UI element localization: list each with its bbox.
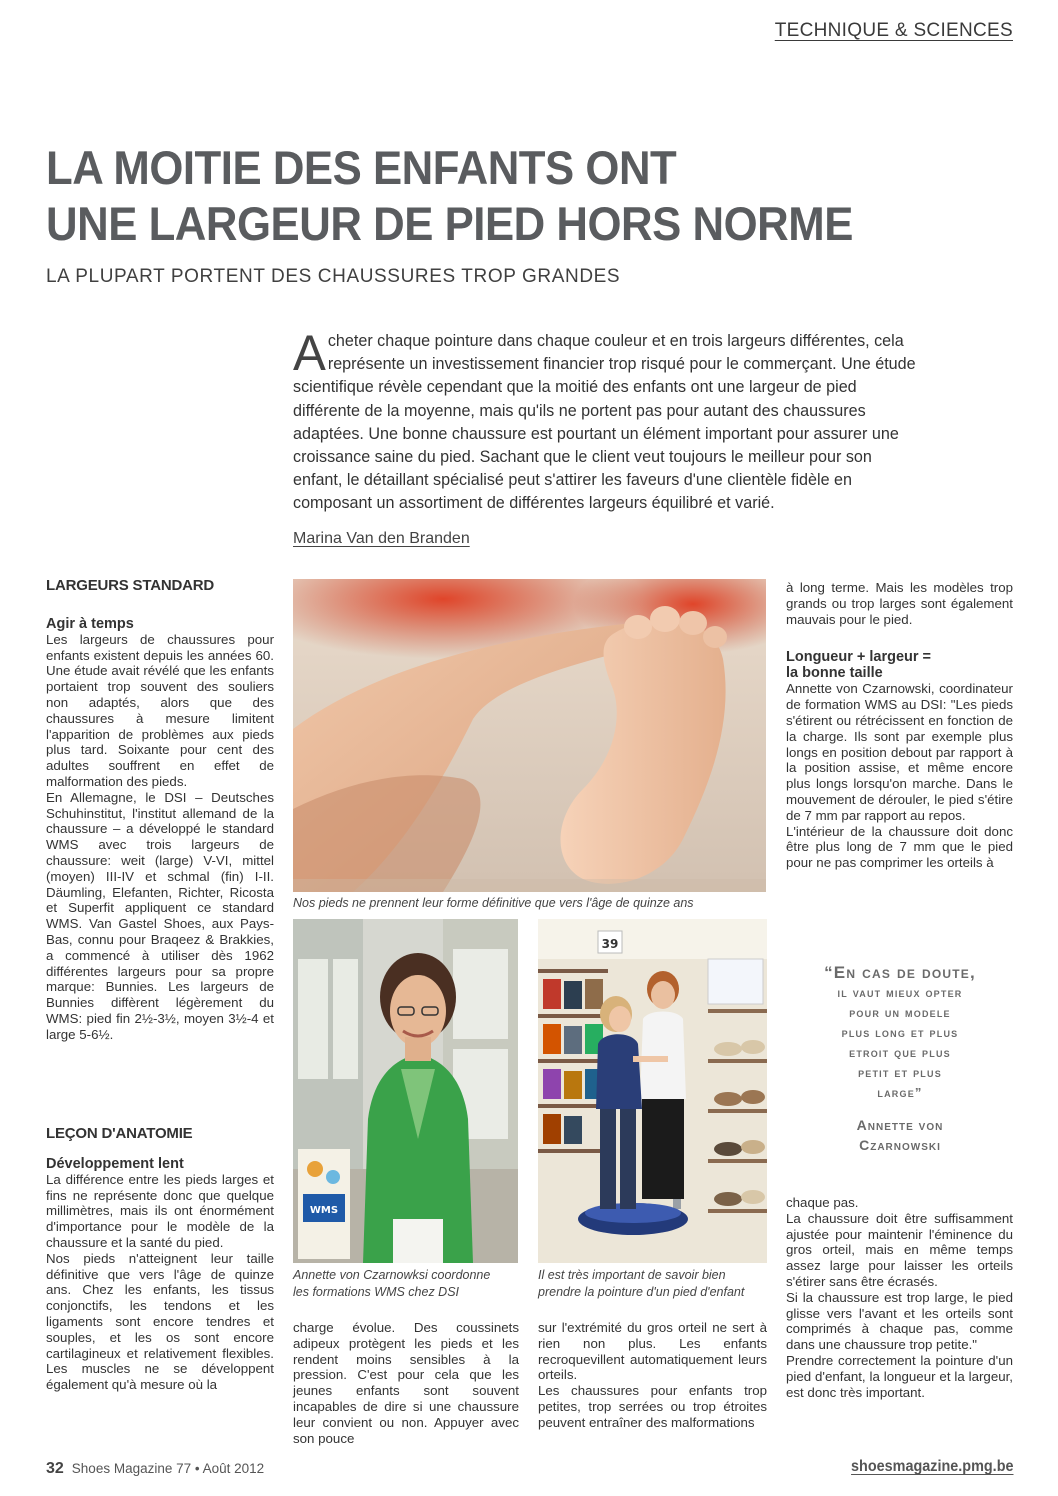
column-2-lower (293, 1320, 519, 1446)
quote-line: large” (877, 1085, 923, 1100)
paragraph: Nos pieds n'atteignent leur taille définitive que vers l'âge de quinze ans. Chez les enfants, les tissus conjonctifs, les tendons et les ligaments sont encore tendres et souples, et les os sont encore cartilagineux et relativement flexibles. Les muscles ne se développent également qu'à mesure où la (46, 1250, 274, 1393)
column-1 (46, 578, 274, 1043)
quote-line: petit et plus (858, 1065, 942, 1080)
measuring-illustration (538, 919, 767, 1263)
intro-paragraph (293, 325, 923, 516)
section-heading-largeurs: LARGEURS STANDARD (46, 577, 214, 594)
page-number: 32 (46, 1460, 64, 1477)
paragraph: L'intérieur de la chaussure doit donc être plus long de 7 mm que le pied pour ne pas comprimer les orteils à (786, 823, 1013, 871)
caption-line: Annette von Czarnowksi coordonne (293, 1268, 491, 1282)
caption-photo-1: Nos pieds ne prennent leur forme définitive que vers l'âge de quinze ans (293, 896, 694, 910)
paragraph: Prendre correctement la pointure d'un pied d'enfant, la longueur et la largeur, est donc très important. (786, 1352, 1013, 1400)
dropcap: A (293, 325, 326, 381)
paragraph: La chaussure doit être suffisamment ajustée pour maintenir l'éminence du gros orteil, mais en même temps assez large pour laisser les orteils s'étirer sans être écrasés. (786, 1210, 1013, 1289)
quote-line: “En cas de doute, (824, 963, 976, 982)
subheading-agir: Agir à temps (46, 615, 134, 632)
quote-line: etroit que plus (849, 1045, 951, 1060)
quote-line: il vaut mieux opter (837, 985, 963, 1000)
caption-line: les formations WMS chez DSI (293, 1285, 460, 1299)
headline (46, 140, 939, 252)
baby-foot-illustration (293, 579, 766, 892)
pull-quote (800, 963, 1000, 1103)
caption-line: Il est très important de savoir bien (538, 1268, 726, 1282)
quote-line: pour un modele (849, 1005, 951, 1020)
caption-photo-2 (293, 1267, 490, 1301)
paragraph: charge évolue. Des coussinets adipeux protègent les pieds et les rendent moins sensibles à la pression. C'est pour cela que les jeunes enfants sont souvent incapables de dire si une chaussure leur convient ou non. Appuyer avec son pouce (293, 1320, 519, 1446)
paragraph: La différence entre les pieds larges et fins ne représente donc que quelque millimètres, mais ils ont énormément d'importance pour le modèle de la chaussure et la santé du pied. (46, 1171, 274, 1250)
annette-illustration (293, 919, 518, 1263)
paragraph: à long terme. Mais les modèles trop grands ou trop larges sont également mauvais pour le pied. (786, 580, 1013, 627)
paragraph: Si la chaussure est trop large, le pied glisse vers l'avant et les orteils sont comprimés à chaque pas, comme dans une chaussure trop petite." (786, 1289, 1013, 1353)
subheadline: LA PLUPART PORTENT DES CHAUSSURES TROP GRANDES (46, 266, 621, 287)
paragraph: Les largeurs de chaussures pour enfants existent depuis les années 60. Une étude avait révélé que les enfants portaient trop souvent des souliers non adaptés, alors que des chaussures à mesure limitent l'apparition de problèmes aux pieds plus tard. Soixante pour cent des adultes souffrent en effet de malformation des pieds. (46, 631, 274, 789)
poster-badge: WMS (309, 1205, 339, 1216)
headline-line-2: UNE LARGEUR DE PIED HORS NORME (46, 197, 853, 250)
paragraph: chaque pas. (786, 1195, 859, 1210)
photo-annette (293, 919, 518, 1263)
footer-left (46, 1460, 264, 1478)
photo-measuring (538, 919, 767, 1263)
column-4-lower (786, 1195, 1013, 1400)
quote-line: plus long et plus (841, 1025, 959, 1040)
subheading-line: Longueur + largeur = (786, 649, 932, 666)
issue-info: Shoes Magazine 77 • Août 2012 (71, 1461, 265, 1476)
column-1-lower (46, 1126, 274, 1393)
paragraph: Les chaussures pour enfants trop petites, trop serrées ou trop étroites peuvent entraîner des malformations (538, 1383, 767, 1430)
section-label: TECHNIQUE & SCIENCES (774, 20, 1013, 41)
headline-line-1: LA MOITIE DES ENFANTS ONT (46, 141, 677, 194)
column-4 (786, 580, 1013, 871)
intro-text: cheter chaque pointure dans chaque couleur et en trois largeurs différentes, cela représente un investissement financier trop risqué pour le commerçant. Une étude scientifique révèle cependant que la moitié des enfants ont une largeur de pied différente de la moyenne, mais qu'ils ne portent pas pour autant des chaussures adaptées. Une bonne chaussure est pourtant un élément important pour assurer une croissance saine du pied. Sachant que le client veut toujours le meilleur pour son enfant, le détaillant spécialisé peut s'attirer les faveurs d'une clientèle fidèle en composant un assortiment de différentes largeurs équilibré et varié. (293, 332, 916, 513)
column-3-lower (538, 1320, 767, 1431)
paragraph: sur l'extrémité du gros orteil ne sert à rien non plus. Les enfants recroquevillent automatiquement leurs orteils. (538, 1320, 767, 1383)
paragraph: En Allemagne, le DSI – Deutsches Schuhinstitut, l'institut allemand de la chaussure – a développé le standard WMS avec trois largeurs de chaussure: weit (large) V-VI, mittel (moyen) III-IV et schmal (fin) I-II. Däumling, Elefanten, Richter, Ricosta et Superfit appliquent ce standard WMS. Van Gastel Shoes, aux Pays-Bas, connu pour Braqeez & Brakkies, a commencé à utiliser dès 1962 différentes largeurs pour sa propre marque: Bunnies. Les largeurs de Bunnies diffèrent légèrement du WMS: pied fin 2½-3½, moyen 3½-4 et large 5-6½. (46, 789, 274, 1042)
paragraph: Annette von Czarnowski, coordinateur de formation WMS au DSI: "Les pieds s'étirent ou rétrécissent en fonction de la charge. Ils sont par exemple plus longs en position debout par rapport à la position assise, et même encore plus longs lorsqu'on marche. Dans le mouvement de dérouler, le pied s'étire de 7 mm par rapport au repos. (786, 681, 1013, 823)
quote-author-line: Czarnowski (859, 1137, 941, 1153)
caption-photo-3 (538, 1267, 744, 1301)
quote-author-line: Annette von (856, 1117, 944, 1133)
subheading-longueur (786, 649, 1013, 681)
quote-author (800, 1115, 1000, 1155)
caption-line: prendre la pointure d'un pied d'enfant (538, 1285, 745, 1299)
section-heading-anatomie: LEÇON D'ANATOMIE (46, 1125, 193, 1142)
subheading-line: la bonne taille (786, 665, 883, 682)
shelf-number: 39 (601, 937, 619, 951)
website-link[interactable]: shoesmagazine.pmg.be (850, 1458, 1013, 1475)
byline: Marina Van den Branden (293, 530, 470, 547)
subheading-developpement: Développement lent (46, 1155, 184, 1172)
photo-baby-foot (293, 579, 766, 892)
